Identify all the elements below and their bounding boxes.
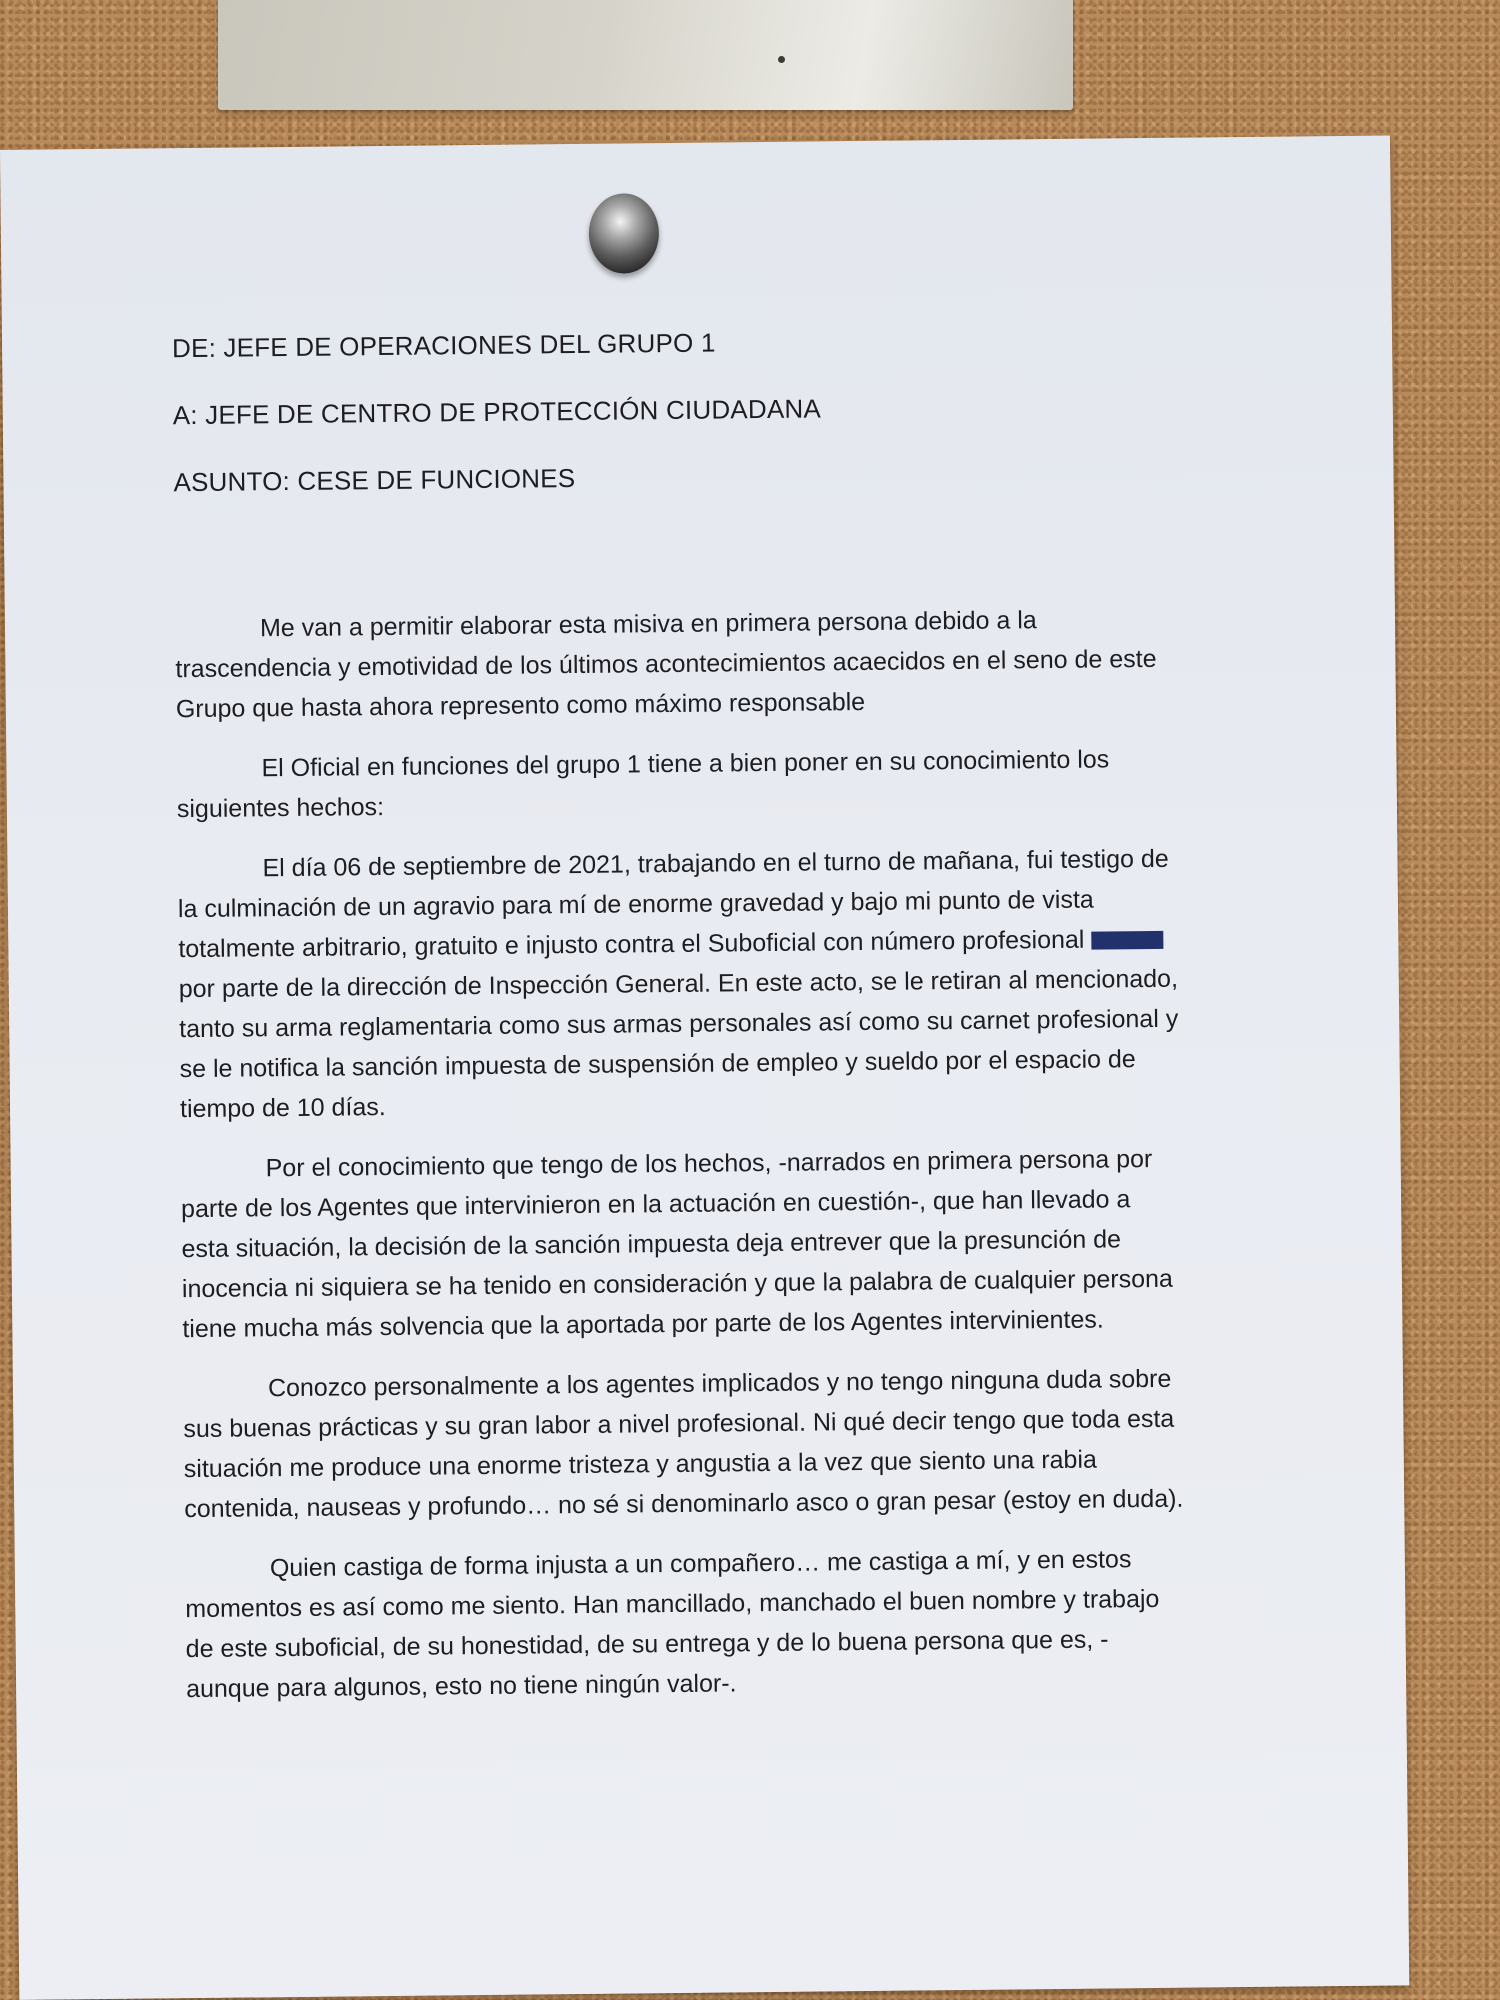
paragraph-facts-intro: El Oficial en funciones del grupo 1 tiene a bien poner en su conocimiento los siguientes hechos: bbox=[176, 745, 1110, 824]
paragraph-incident-start: El día 06 de septiembre de 2021, trabajando en el turno de mañana, fui testigo de la culminación de un agravio para mí de enorme gravedad y bajo mi punto de vista totalmente arbitrario, gratuito e injusto contra el Suboficial con número profesional bbox=[177, 844, 1169, 964]
pinned-card-top bbox=[218, 0, 1073, 110]
pushpin-icon bbox=[588, 193, 659, 274]
paragraph-intro: Me van a permitir elaborar esta misiva en primera persona debido a la trascendencia y emotividad de los últimos acontecimientos acaecidos en el seno de este Grupo que hasta ahora represento como máximo responsable bbox=[175, 606, 1157, 724]
paragraph-personal: Conozco personalmente a los agentes implicados y no tengo ninguna duda sobre sus buenas prácticas y su gran labor a nivel profesional. Ni qué decir tengo que toda esta situación me produce una enorme tristeza y angustia a la vez que siento una rabia contenida, nauseas y profundo… no sé si denominarlo asco o gran pesar (estoy en duda). bbox=[183, 1364, 1184, 1524]
memo-to: A: JEFE DE CENTRO DE PROTECCIÓN CIUDADANA bbox=[172, 393, 822, 431]
memo-subject: ASUNTO: CESE DE FUNCIONES bbox=[173, 462, 576, 498]
letter-body bbox=[172, 318, 1187, 1729]
letter-sheet bbox=[0, 135, 1409, 1999]
paragraph-incident-end: por parte de la dirección de Inspección General. En este acto, se le retiran al mencionado, tanto su arma reglamentaria como sus armas personales así como su carnet profesional y se le notifica la sanción impuesta de suspensión de empleo y sueldo por el espacio de tiempo de 10 días. bbox=[178, 964, 1179, 1124]
paragraph-knowledge: Por el conocimiento que tengo de los hechos, -narrados en primera persona por parte de los Agentes que intervinieron en la actuación en cuestión-, que han llevado a esta situación, la decisión de la sanción impuesta deja entrever que la presunción de inocencia ni siquiera se ha tenido en consideración y que la palabra de cualquier persona tiene mucha más solvencia que la aportada por parte de los Agentes intervinientes. bbox=[180, 1144, 1173, 1344]
paragraph-incident bbox=[177, 839, 1180, 1129]
redacted-id-marker bbox=[1091, 931, 1163, 950]
spacer bbox=[174, 519, 1175, 609]
paragraph-conclusion: Quien castiga de forma injusta a un compañero… me castiga a mí, y en estos momentos es así como me siento. Han mancillado, manchado el buen nombre y trabajo de este suboficial, de su honestidad, de su entrega y de lo buena persona que es, -aunque para algunos, esto no tiene ningún valor-. bbox=[185, 1545, 1160, 1704]
pin-hole bbox=[778, 56, 785, 63]
memo-from: DE: JEFE DE OPERACIONES DEL GRUPO 1 bbox=[171, 327, 716, 364]
